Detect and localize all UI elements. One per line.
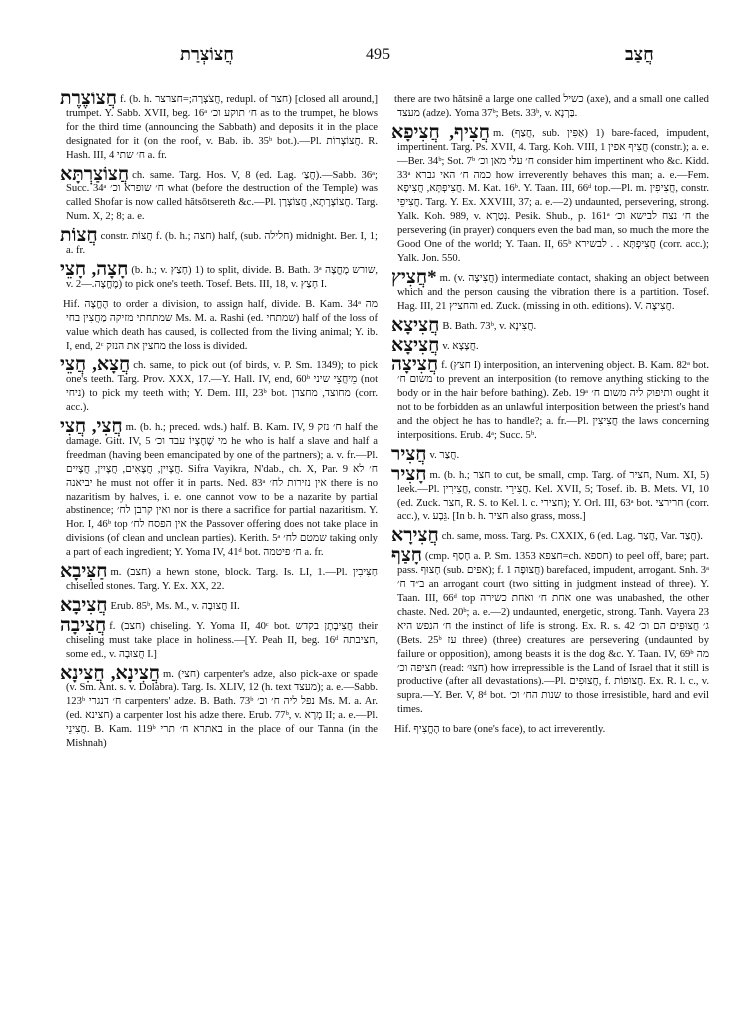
headword: חֲצִירָא bbox=[391, 525, 439, 547]
entry-text: v. חֲצַר. bbox=[429, 449, 460, 461]
entry-text: m. (b. h.; חצר to cut, be small, cmp. Targ. of חציר, Num. XI, 5) leek.—Pl. חֲצִירִין, constr. חֲצִירֵי. Kel. XVII, 5; Tosef. ib. B. Mets. VI, 10 (ed. Zuck. חצר, R. S. to Kel. l. c. חצירי); Y. Orl. III, 63ᵃ bot. חרירצי (corr. acc.), v. גֵּבָע. [In b. h. חציר also grass, moss.] bbox=[397, 469, 709, 523]
entry-text: (b. h.; v. חָצַץ) 1) to split, divide. B. Bath. 3ᵃ שורש מֶחֱצָה, v. מֶחֱצָה.—2) to pick one's teeth. Tosef. Bets. III, 18, v. חָצַץ I. bbox=[66, 264, 378, 290]
dictionary-entry bbox=[60, 92, 378, 163]
entry-text: m. (v. חֲצִיצָה) intermediate contact, shaking an object between which and the person causing the vibration there is a partition. Tosef. Hag. III, 21 והחציץ ed. Zuck. (missing in oth. editions). V. חֲצִיצָה. bbox=[397, 272, 709, 312]
headword: חֲצִיר bbox=[391, 443, 427, 465]
headword: חֲצִיבָה bbox=[60, 614, 107, 636]
dictionary-entry bbox=[60, 258, 378, 292]
headword: חֲצִיצָא bbox=[391, 334, 440, 356]
dictionary-entry bbox=[391, 92, 709, 121]
dictionary-entry bbox=[60, 163, 378, 225]
entry-text: m. (חֲצַף, sub. אַפִּין) 1) bare-faced, impudent, impertinent. Targ. Ps. XVII, 4. Targ. Koh. VIII, 1 חֲצִיף אפין (constr.); a. e.—Ber. 34ᵇ; Sot. 7ᵇ ח׳ עלי מאן וכ׳ consider him impertinent who &c. Kidd. 33ᵃ כמה ח׳ האי גברא how irreverently behaves this man; a. e.—Fem. חֲצִיפְתָּא, חֲצִיפָא. M. Kat. 16ᵇ. Y. Taan. III, 66ᵈ top.—Pl. m. חֲצִיפִין, constr. חֲצִיפֵי. Targ. Y. Ex. XXVIII, 37; a. e.—2) undaunted, persevering, strong. Yalk. Koh. 989, v. נְטַרָא. Pesik. Shub., p. 161ᵃ ח׳ נצח לבישא וכ׳ the persevering (in prayer) conquers even the bad man, so much the more the Good One of the world; Y. Taan. II, 65ᵇ חֲצִיפְתָּא . . לבשירא (corr. acc.); Yalk. Jon. 550. bbox=[397, 127, 709, 264]
entry-text: there are two hătsinê a large one called כשיל (axe), and a small one called מעצד (adze). Yoma 37ᵇ; Bets. 33ᵇ, v. בַּרְנָא. bbox=[394, 94, 709, 119]
dictionary-entry bbox=[391, 525, 709, 547]
entry-text: ch. same, to pick out (of birds, v. P. Sm. 1349); to pick one's teeth. Targ. Prov. XXX, 17.—Y. Hall. IV, end, 60ᵇ מֵיחֲצֵי שיני (not ניחי) to pick my teeth with; Y. Dem. III, 23ᵇ bot. מחוצד, מחצדן (corr. acc.). bbox=[66, 360, 378, 414]
dictionary-entry bbox=[391, 443, 709, 465]
entry-text: ch. same, moss. Targ. Ps. CXXIX, 6 (ed. Lag. חֲצַר, Var. חֲצַד). bbox=[441, 531, 703, 543]
headword: חֲצִיבָא bbox=[60, 594, 108, 616]
headword: חֲצוֹצַרְתָּא bbox=[60, 163, 130, 185]
entry-text: B. Bath. 73ᵇ, v. חֲצִינָא. bbox=[442, 320, 537, 332]
dictionary-entry bbox=[60, 594, 378, 616]
headword: חָצַף bbox=[391, 545, 423, 567]
headword: חָצִיר bbox=[391, 463, 427, 485]
headword: חֲצִי, חֲצִי bbox=[60, 416, 123, 438]
dictionary-entry bbox=[60, 354, 378, 415]
headword: חֲצִינָא, חֲצִינָא bbox=[60, 662, 161, 684]
left-column bbox=[60, 92, 378, 997]
dictionary-entry bbox=[60, 225, 378, 258]
dictionary-entry bbox=[391, 545, 709, 717]
dictionary-entry bbox=[60, 662, 378, 751]
headword: חַצִּיבָא bbox=[60, 561, 108, 583]
headword: חֲצִיף, חֲצִיפָא bbox=[391, 121, 491, 143]
entry-text: v. חֲצָצָא. bbox=[442, 340, 479, 352]
dictionary-entry bbox=[391, 314, 709, 336]
entry-text: constr. חֲצוֹת f. (b. h.; חצה) half, (sub. חלילה) midnight. Ber. I, 1; a. fr. bbox=[66, 231, 378, 257]
dictionary-entry bbox=[60, 614, 378, 662]
dictionary-entry bbox=[391, 722, 709, 737]
headword: חֲצוֹצֶרֶת bbox=[60, 92, 117, 109]
dictionary-entry bbox=[391, 334, 709, 356]
dictionary-entry bbox=[391, 463, 709, 525]
running-head-left: חֲצוֹצְרַת bbox=[180, 44, 234, 64]
right-column bbox=[391, 92, 709, 997]
entry-text: (cmp. חָסַף a. P. Sm. 1353 חצפא=ch. חספא) to peel off, bare; part. pass. חָצוּף (sub. אפים); f. חֲצוּפָה 1) barefaced, impudent, arrogant. Snh. 3ᵃ ב״ד ח׳ an arrogant court (two sitting in judgment instead of three). Y. Taan. III, 66ᵈ top אחת ח׳ ואחת כשירה one was unabashed, the other chaste. Ned. 20ᵇ; a. e.—2) undaunted, energetic, strong. Tanh. Vayera 23 ח׳ הנפש היא the instinct of life is strong. Ex. R. s. 42 ג׳ חֲצוּפִים הם וכ׳ (Bets. 25ᵇ עז three) (three) creatures are persevering (undaunted by failure or opposition), among beasts it is the dog &c. Y. Taan. IV, 69ᵇ מה חציפה וכ׳ (read: חצוּ׳) how irrepressible is the Land of Israel that it still is productive (after all devastations).—Pl. חֲצוּפִים, f. חֲצוּפוֹת. Ex. R. l. c., v. supra.—Y. Ber. V, 8ᵈ bot. שנות הח׳ וכ׳ to those irresistible, hard and evil times. bbox=[397, 551, 709, 716]
entry-text: f. (b. h. חֲצֹצְרָה;=חצרצר, redupl. of חצר) [closed all around,] trumpet. Y. Sabb. XVII, beg. 16ᵃ ח׳ תוקע וכ׳ as to the trumpet, he blows for the third time (announcing the Sabbath) and deposits it in the place designated for it (on the roof, v. Bab. ib. 35ᵇ bot.).—Pl. חֲצוֹצְרוֹת. R. Hash. III, 4 ח׳ שתי a. fr. bbox=[66, 94, 378, 161]
entry-text: f. (חצץ I) interposition, an intervening object. B. Kam. 82ᵃ bot. משום ח׳ to prevent an interposition (to remove anything sticking to the body or in the hair before bathing). Zeb. 19ᵃ ותיפוק ליה משום ח׳ ought it not to be forbidden as an unlawful interposition between the priest's hand and the object he has to handle?; a. fr.—Pl. חֲצִיצִין the laws concerning interpositions. Erub. 4ᵃ; Succ. 5ᵇ. bbox=[397, 360, 709, 441]
dictionary-entry bbox=[60, 561, 378, 594]
entry-text: Hif. הֶחֱצָה to order a division, to assign half, divide. B. Kam. 34ᵃ מה שמתחתי מזיקה מַחֲצִין בחי Ms. M. a. Rashi (ed. שמתחי) half of the loss of value which death has caused, is collected from the living animal; Y. ib. I, end, 2ᶜ מחצין את הנזק the loss is divided. bbox=[63, 298, 378, 352]
headword: חֲצִיצָא bbox=[391, 314, 440, 336]
page-header bbox=[0, 44, 750, 72]
entry-text: Erub. 85ᵇ, Ms. M., v. חֲצוּבָה II. bbox=[110, 600, 240, 612]
running-head-right: חֲצַב bbox=[625, 44, 654, 64]
headword: חֲצִיצָה bbox=[391, 354, 439, 376]
headword: חֲצוֹת bbox=[60, 225, 98, 247]
headword: חֲצָא, חֲצֵי bbox=[60, 354, 131, 376]
dictionary-entry bbox=[60, 297, 378, 354]
entry-text: m. (חצב) a hewn stone, block. Targ. Is. LI, 1.—Pl. חַצִּיבִין chiselled stones. Targ. Y. Ex. XX, 22. bbox=[66, 567, 378, 592]
entry-text: f. (חצב) chiseling. Y. Yoma II, 40ᶜ bot. חֲצִיבָתָן בקדש their chiseling must take place in holiness.—[Y. Peah II, beg. 16ᵈ חציבתה, some ed., v. חֲצוּבָה I.] bbox=[66, 620, 378, 660]
entry-text: Hif. הֶחֱצִיף to bare (one's face), to act irreverently. bbox=[394, 724, 606, 736]
headword: חֲצִיץ* bbox=[391, 266, 437, 288]
page-number: 495 bbox=[366, 46, 390, 63]
dictionary-entry bbox=[60, 416, 378, 560]
dictionary-entry bbox=[391, 121, 709, 266]
dictionary-entry bbox=[391, 354, 709, 442]
dictionary-entry bbox=[391, 266, 709, 314]
entry-text: ch. same. Targ. Hos. V, 8 (ed. Lag. חֲצַ׳).—Sabb. 36ᵃ; Succ. 34ᵃ ח׳ שופרא וכ׳ what (before the destruction of the Temple) was called Shofar is now called hătsōtsereth &c.—Pl. חֲצוֹצְרָתָא, חֲצוֹצְרָן. Targ. Num. X, 2; 8; a. e. bbox=[66, 169, 378, 223]
entry-text: m. (b. h.; preced. wds.) half. B. Kam. IV, 9 ח׳ נזק half the damage. Gitt. IV, 5 מי שֶׁחֶצְיוֹ עבד וכ׳ he who is half a slave and half a freedman (having been emancipated by one of the partners); a. v. fr.—Pl. חֲצָיִין, חֲצָאִים, חֲצָיִין, חֲצָיִים. Sifra Vayikra, N'dab., ch. X, Par. 9 ח׳ לא יביאנה he must not offer it in parts. Ned. 83ᵃ אין נזירות לח׳ there is no nazaritism by halves, i. e. one cannot vow to be a nazarite by partial abstinence; ואין קרבן לח׳ nor is there a sacrifice for partial nazaritism. Y. Hor. I, 46ᵇ top אין הפסח לח׳ the Passover offering does not take place in divisions (of clean and unclean parties). Kerith. 5ᵃ שמטם לח׳ taking only a part of each ingredient; Y. Yoma IV, 41ᵈ bot. ח׳ פיטמה a. fr. bbox=[66, 422, 378, 559]
headword: חָצָה, חָצֵי bbox=[60, 258, 129, 280]
entry-text: m. (חצי) carpenter's adze, also pick-axe or spade (v. Sm. Ant. s. v. Dolabra). Targ. Is. XLIV, 12 (h. text מעצד); a. e.—Sabb. 123ᵇ ח׳ דנגרי carpenters' adze. B. Bath. 73ᵇ נפל ליה ח׳ וכ׳ Ms. M. a. Ar. (ed. חצינא) a carpenter lost his adze there. Erub. 77ᵇ, v. מְרָא II; a. e.—Pl. חֲצִינֵי. B. Kam. 119ᵇ באתרא ח׳ תרי in the place of our Tanna (in the Mishnah) bbox=[66, 668, 378, 750]
